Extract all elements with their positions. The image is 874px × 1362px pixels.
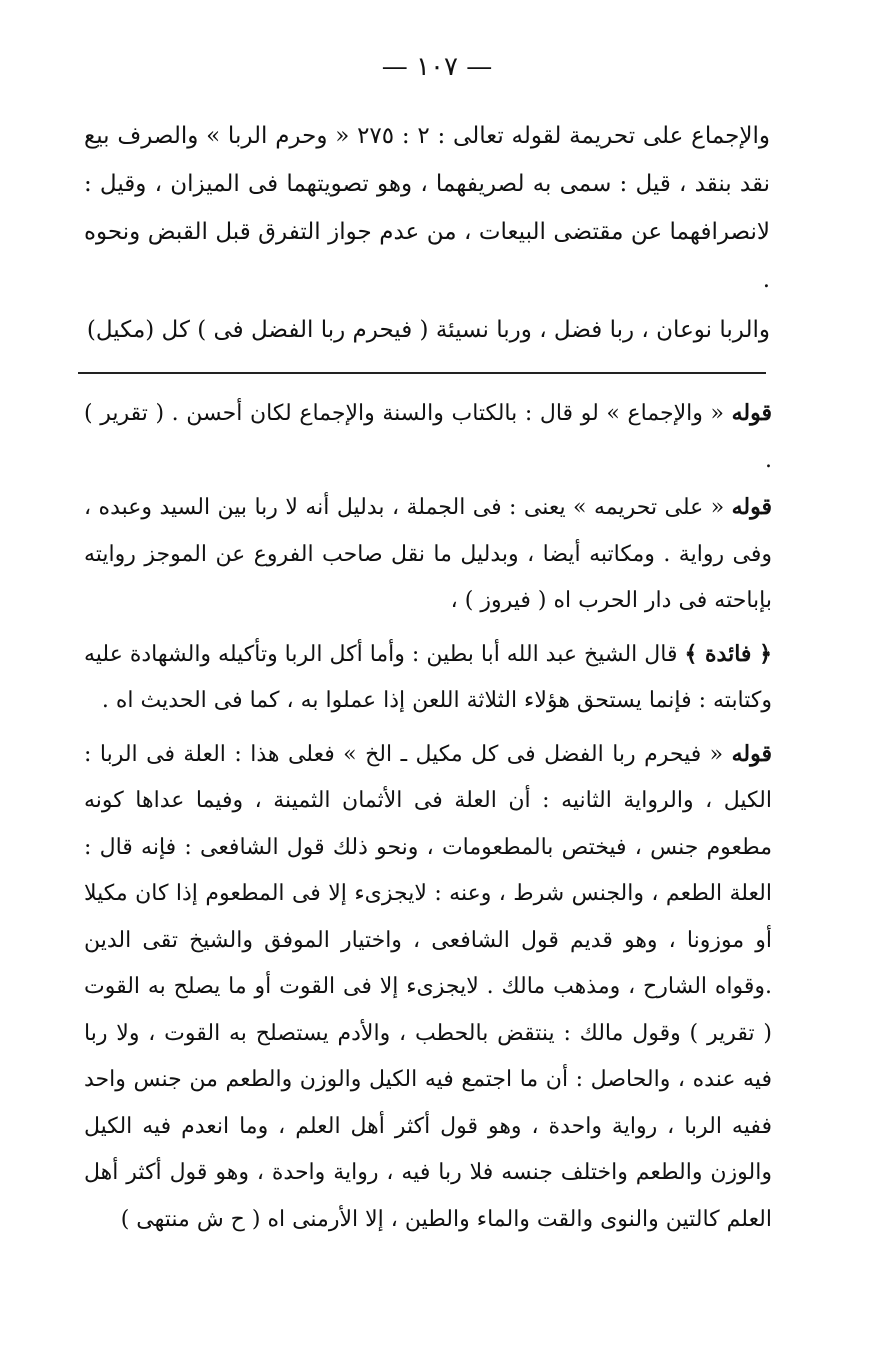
benefit-label: ﴿ فائدة ﴾	[684, 640, 772, 667]
commentary-text: « فيحرم ربا الفضل فى كل مكيل ـ الخ » فعلى هذا : العلة فى الربا : الكيل ، والرواية الثانيه : أن العلة فى الأثمان الثمينة ، وفيما عداها كونه مطعوم جنس ، فيختص بالمطعومات ، ونحو ذلك قول الشافعى : فإنه قال : العلة الطعم ، والجنس شرط ، وعنه : لايجزىء إلا فى المطعوم إذا كان مكيلا أو موزونا ، وهو قديم قول الشافعى ، واختيار الموفق والشيخ تقى الدين .وقواه الشارح ، ومذهب مالك . لايجزىء إلا فى القوت أو ما يصلح به القوت ( تقرير ) وقول مالك : ينتقض بالحطب ، والأدم يستصلح به القوت ، ولا ربا فيه عنده ، والحاصل : أن ما اجتمع فيه الكيل والوزن والطعم من جنس واحد ففيه الربا ، رواية واحدة ، وهو قول أكثر أهل العلم ، وما انعدم فيه الكيل والوزن والطعم واختلف جنسه فلا ربا فيه ، رواية واحدة ، وهو قول أكثر أهل العلم كالتين والنوى والقت والماء والطين ، إلا الأرمنى اه ( ح ش منتهى )	[84, 741, 772, 1232]
benefit-note	[84, 631, 772, 725]
main-paragraph-riba-types: والربا نوعان ، ربا فضل ، وربا نسيئة ( فيحرم ربا الفضل فى ) كل (مكيل)	[86, 317, 770, 343]
commentary-lead-word: قوله	[731, 494, 772, 520]
commentary-text: « والإجماع » لو قال : بالكتاب والسنة والإجماع لكان أحسن . ( تقرير ) .	[84, 401, 772, 473]
commentary-paragraph	[84, 731, 772, 1244]
footnote-divider	[78, 372, 766, 374]
commentary	[84, 390, 772, 1249]
commentary-lead-word: قوله	[731, 400, 772, 426]
commentary-paragraph	[84, 390, 772, 484]
commentary-text: « على تحريمه » يعنى : فى الجملة ، بدليل أنه لا ربا بين السيد وعبده ، وفى رواية . ومكاتبه أيضا ، وبدليل ما نقل صاحب الفروع عن الموجز روايته بإباحته فى دار الحرب اه ( فيروز ) ،	[84, 495, 772, 613]
page-number: — ١٠٧ —	[381, 52, 493, 82]
commentary-paragraph	[84, 484, 772, 625]
benefit-text: قال الشيخ عبد الله أبا بطين : وأما أكل الربا وتأكيله والشهادة عليه وكتابته : فإنما يستحق هؤلاء الثلاثة اللعن إذا عملوا به ، كما فى الحديث اه .	[83, 641, 772, 713]
main-text	[84, 112, 770, 354]
commentary-lead-word: قوله	[731, 740, 772, 767]
main-paragraph: والإجماع على تحريمة لقوله تعالى : ٢ : ٢٧٥ « وحرم الربا » والصرف بيع نقد بنقد ، قيل : سمى به لصريفهما ، وهو تصويتهما فى الميزان ، وقيل : لانصرافهما عن مقتضى البيعات ، من عدم جواز التفرق قبل القبض ونحوه .	[84, 123, 770, 293]
